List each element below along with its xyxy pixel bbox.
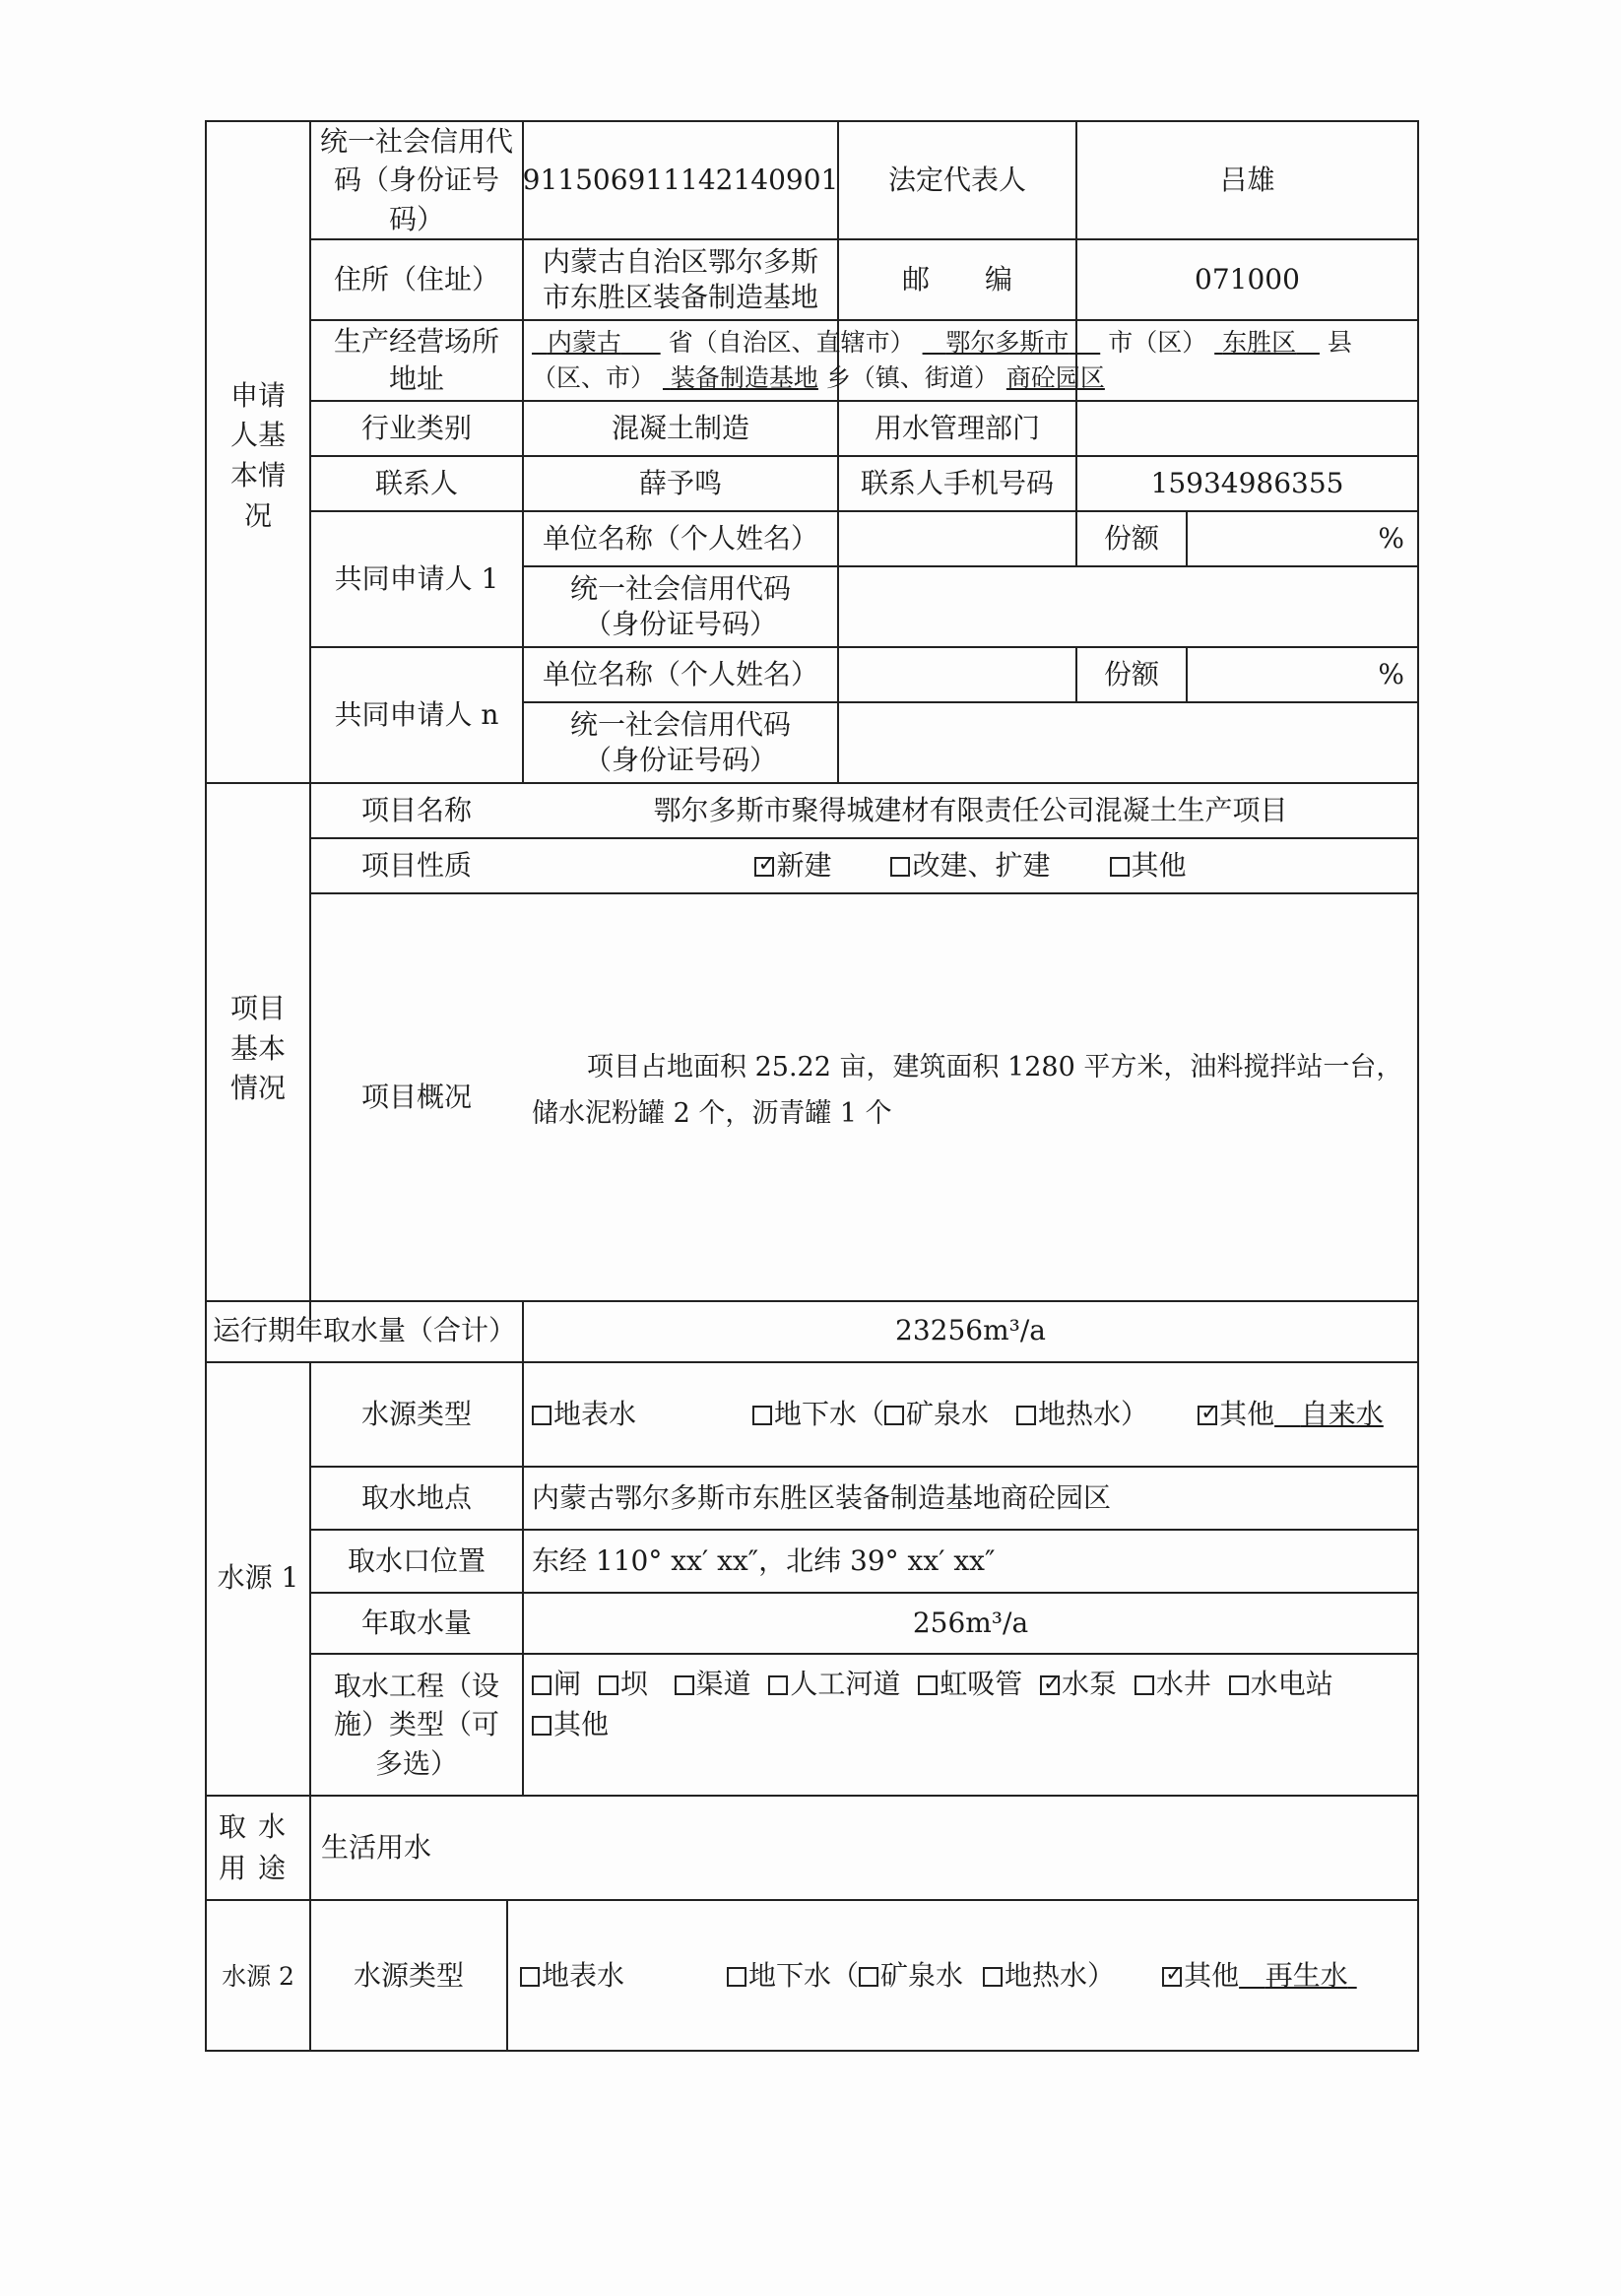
source2-section-label: 水源 2 <box>222 1961 294 1991</box>
facility-canal[interactable]: 渠道 <box>675 1668 751 1700</box>
source2-opt-other[interactable]: ✓ 其他 <box>1162 1956 1239 1995</box>
facility-other[interactable]: 其他 <box>532 1708 609 1740</box>
checkbox-icon[interactable] <box>918 1675 938 1695</box>
industry-label: 行业类别 <box>360 412 472 445</box>
postcode-label: 邮 编 <box>901 263 1012 296</box>
contact-value: 薛予鸣 <box>638 467 722 500</box>
source2-type-options <box>520 1901 1416 2051</box>
co-applicant-n-label: 共同申请人 n <box>334 698 499 732</box>
credit-code-value: 911506911142140901 <box>522 164 839 197</box>
source1-opt-other[interactable]: ✓ 其他 <box>1198 1395 1274 1433</box>
checkbox-checked-icon[interactable] <box>1040 1675 1060 1695</box>
source1-facility-label: 取水工程（设施）类型（可多选） <box>333 1670 499 1780</box>
checkbox-icon[interactable] <box>520 1967 540 1987</box>
address-value: 内蒙古自治区鄂尔多斯市东胜区装备制造基地 <box>542 244 818 313</box>
use-value: 生活用水 <box>321 1831 432 1865</box>
water-dept-label: 用水管理部门 <box>874 412 1040 445</box>
source1-annual-value: 256m³/a <box>912 1607 1029 1640</box>
checkbox-icon[interactable] <box>890 857 910 877</box>
checkbox-icon[interactable] <box>532 1716 551 1736</box>
site-address: 内蒙古 省（自治区、直辖市） 鄂尔多斯市 市（区） 东胜区 县（区、市） 装备制造基地 乡（镇、街道） 商砼园区 <box>532 328 1352 393</box>
checkbox-icon[interactable] <box>599 1675 618 1695</box>
facility-dam[interactable]: 坝 <box>599 1668 648 1700</box>
source1-type-options <box>532 1363 1418 1466</box>
option-expand[interactable]: 改建、扩建 <box>890 846 1050 885</box>
source2-opt-mineral[interactable]: 矿泉水 <box>859 1956 963 1995</box>
checkbox-icon[interactable] <box>675 1675 694 1695</box>
source1-opt-geo[interactable]: 地热水） <box>1016 1395 1148 1433</box>
facility-well[interactable]: 水井 <box>1135 1668 1211 1700</box>
source1-annual-label: 年取水量 <box>360 1607 472 1640</box>
legal-rep-label: 法定代表人 <box>887 164 1026 197</box>
checkbox-icon[interactable] <box>532 1675 551 1695</box>
project-overview-value: 项目占地面积 25.22 亩，建筑面积 1280 平方米，油料搅拌站一台，储水泥粉罐 2 个，沥青罐 1 个 <box>532 1052 1403 1130</box>
co1-code-label: 统一社会信用代码（身份证号码） <box>569 571 791 640</box>
phone-label: 联系人手机号码 <box>860 467 1054 500</box>
use-label: 取水用途 <box>219 1810 298 1884</box>
checkbox-icon[interactable] <box>768 1675 788 1695</box>
co-applicant-1-label: 共同申请人 1 <box>334 562 499 596</box>
source2-opt-surface[interactable]: 地表水 <box>520 1956 624 1995</box>
source1-other-value: 自来水 <box>1300 1398 1384 1431</box>
facility-gate[interactable]: 闸 <box>532 1668 581 1700</box>
con-code-label: 统一社会信用代码（身份证号码） <box>569 707 791 776</box>
site-village: 商砼园区 <box>1005 363 1105 393</box>
checkbox-icon[interactable] <box>532 1406 551 1425</box>
contact-label: 联系人 <box>374 467 458 500</box>
co1-share-percent: % <box>1378 522 1404 556</box>
source1-location-label: 取水地点 <box>360 1481 472 1515</box>
option-other[interactable]: 其他 <box>1110 846 1187 885</box>
postcode-value: 071000 <box>1195 263 1300 296</box>
source2-other-value: 再生水 <box>1264 1959 1348 1993</box>
source1-outlet-label: 取水口位置 <box>347 1544 486 1578</box>
checkbox-checked-icon[interactable] <box>1198 1406 1217 1425</box>
applicant-section-label: 申请人基本情况 <box>229 378 286 532</box>
checkbox-icon[interactable] <box>859 1967 878 1987</box>
legal-rep-value: 吕雄 <box>1219 164 1275 197</box>
con-unit-name-label: 单位名称（个人姓名） <box>542 658 818 691</box>
water-dept-value <box>1077 402 1417 455</box>
site-city: 鄂尔多斯市 <box>945 328 1070 357</box>
facility-pump[interactable]: ✓ 水泵 <box>1040 1668 1117 1700</box>
con-share-percent: % <box>1378 658 1404 691</box>
project-name-label: 项目名称 <box>360 794 472 827</box>
checkbox-icon[interactable] <box>1110 857 1130 877</box>
con-share-label: 份额 <box>1103 658 1159 691</box>
facility-artificial-river[interactable]: 人工河道 <box>768 1668 900 1700</box>
source1-facility-options <box>532 1663 1408 1781</box>
checkbox-icon[interactable] <box>752 1406 772 1425</box>
checkbox-icon[interactable] <box>1016 1406 1036 1425</box>
checkbox-icon[interactable] <box>727 1967 746 1987</box>
site-province: 内蒙古 <box>547 328 621 357</box>
source2-opt-geo[interactable]: 地热水） <box>983 1956 1115 1995</box>
co1-share-label: 份额 <box>1103 522 1159 556</box>
annual-total-value: 23256m³/a <box>895 1314 1046 1347</box>
source1-opt-mineral[interactable]: 矿泉水 <box>884 1395 989 1433</box>
checkbox-checked-icon[interactable] <box>754 857 774 877</box>
source2-opt-ground[interactable]: 地下水（ <box>727 1956 859 1995</box>
address-label: 住所（住址） <box>333 263 499 296</box>
checkbox-icon[interactable] <box>1229 1675 1249 1695</box>
project-nature-label: 项目性质 <box>360 849 472 883</box>
project-nature-options <box>524 839 1417 892</box>
project-section-label: 项目基本情况 <box>229 992 286 1105</box>
source1-opt-surface[interactable]: 地表水 <box>532 1395 636 1433</box>
source1-section-label: 水源 1 <box>217 1561 299 1595</box>
project-overview-label: 项目概况 <box>360 1081 472 1114</box>
annual-total-label: 运行期年取水量（合计） <box>212 1314 516 1347</box>
checkbox-icon[interactable] <box>884 1406 904 1425</box>
option-new[interactable]: ✓ 新建 <box>754 846 831 885</box>
facility-hydropower[interactable]: 水电站 <box>1229 1668 1333 1700</box>
source1-outlet-value: 东经 110° xx′ xx″，北纬 39° xx′ xx″ <box>532 1544 996 1578</box>
phone-value: 15934986355 <box>1150 467 1344 500</box>
industry-value: 混凝土制造 <box>611 412 749 445</box>
source2-type-label: 水源类型 <box>353 1959 464 1993</box>
credit-code-label: 统一社会信用代码（身份证号码） <box>319 125 513 235</box>
checkbox-checked-icon[interactable] <box>1162 1967 1182 1987</box>
project-name-value: 鄂尔多斯市聚得城建材有限责任公司混凝土生产项目 <box>653 794 1288 827</box>
site-label: 生产经营场所地址 <box>333 325 499 395</box>
source1-location-value: 内蒙古鄂尔多斯市东胜区装备制造基地商砼园区 <box>532 1481 1112 1515</box>
facility-siphon[interactable]: 虹吸管 <box>918 1668 1022 1700</box>
checkbox-icon[interactable] <box>1135 1675 1154 1695</box>
site-town: 装备制造基地 <box>670 363 818 393</box>
checkbox-icon[interactable] <box>983 1967 1003 1987</box>
source1-opt-ground[interactable]: 地下水（ <box>752 1395 884 1433</box>
source1-type-label: 水源类型 <box>360 1398 472 1431</box>
co1-unit-name-label: 单位名称（个人姓名） <box>542 522 818 556</box>
site-county: 东胜区 <box>1222 328 1297 357</box>
